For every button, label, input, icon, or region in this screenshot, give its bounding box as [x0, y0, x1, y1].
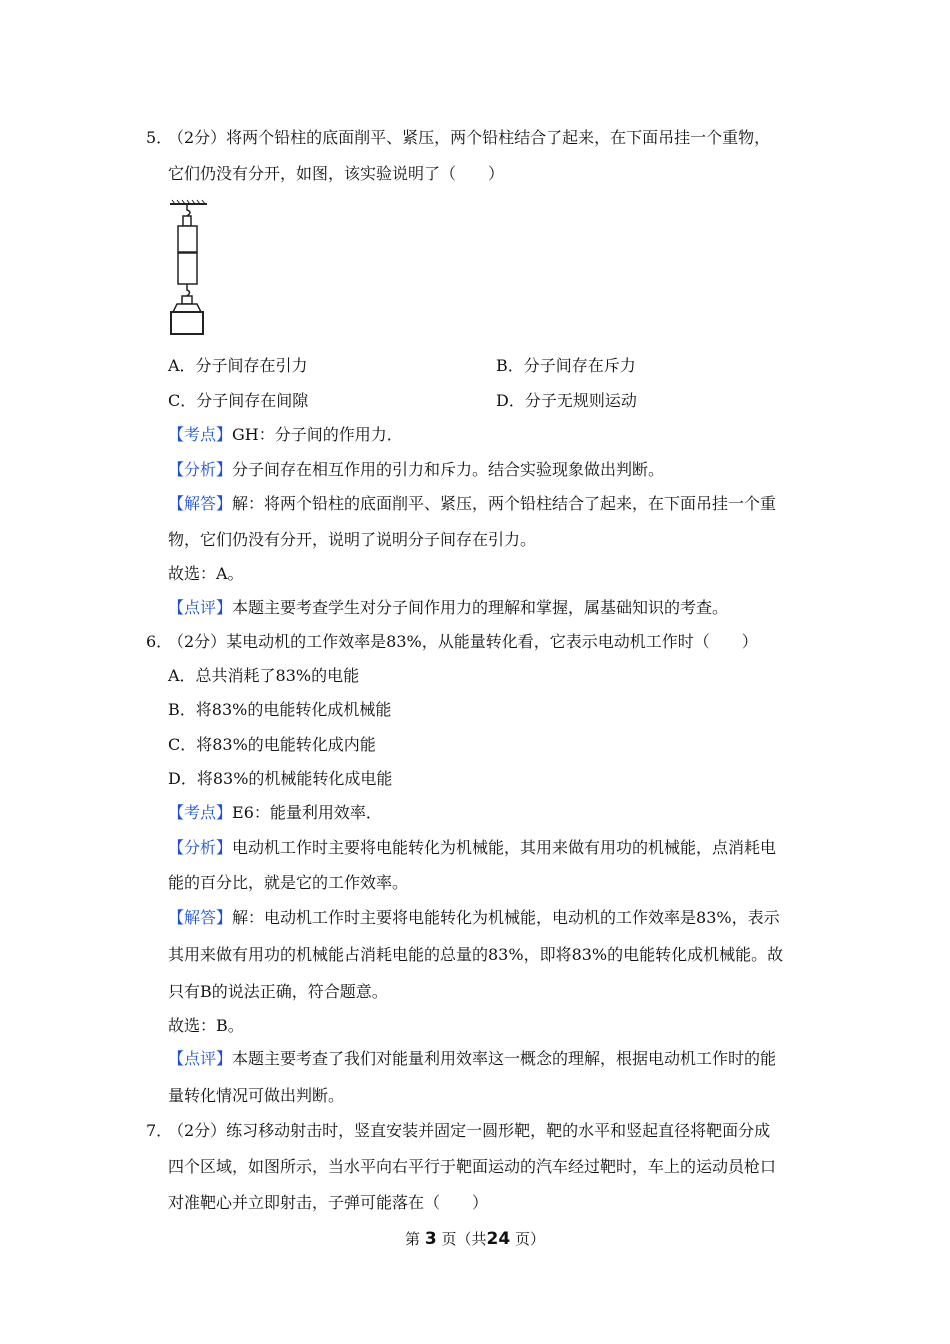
dianping-text: 本题主要考查学生对分子间作用力的理解和掌握，属基础知识的考查。	[232, 598, 729, 617]
kaodian-tag: 【考点】	[168, 803, 233, 822]
fenxi-tag: 【分析】	[168, 460, 233, 479]
q5-dianping	[168, 598, 728, 618]
q6-option-a: A．总共消耗了83%的电能	[168, 666, 360, 685]
hanging-weight	[171, 312, 203, 334]
q5-option-c: C．分子间存在间隙	[168, 391, 309, 410]
dianping-tag: 【点评】	[168, 598, 233, 617]
dianping-text: 本题主要考查了我们对能量利用效率这一概念的理解，根据电动机工作时的能	[232, 1049, 777, 1068]
footer-mid: 页（共	[441, 1230, 487, 1248]
weight-shoulder	[173, 304, 201, 312]
jieda-text: 解：电动机工作时主要将电能转化为机械能，电动机的工作效率是83%，表示	[232, 908, 780, 927]
q6-fenxi	[168, 838, 776, 858]
footer-post: 页）	[514, 1230, 545, 1248]
q5-jieda-line2: 物，它们仍没有分开，说明了说明分子间存在引力。	[168, 530, 537, 549]
q5-kaodian	[168, 425, 403, 445]
bottom-hook	[187, 284, 190, 296]
ceiling-support	[170, 200, 207, 204]
q5-stem-line1: （2分）将两个铅柱的底面削平、紧压，两个铅柱结合了起来，在下面吊挂一个重物，	[168, 128, 771, 147]
q6-jieda-line2: 其用来做有用功的机械能占消耗电能的总量的83%，即将83%的电能转化成机械能。故	[168, 945, 784, 964]
kaodian-tag: 【考点】	[168, 425, 233, 444]
q5-number: 5．	[146, 128, 173, 147]
q6-answer: 故选：B。	[168, 1016, 244, 1035]
fenxi-text: 分子间存在相互作用的引力和斥力。结合实验现象做出判断。	[232, 460, 665, 479]
weight-knob	[182, 296, 192, 304]
q6-option-d: D．将83%的机械能转化成电能	[168, 769, 393, 788]
q5-stem-line2: 它们仍没有分开，如图，该实验说明了（ ）	[168, 164, 505, 183]
lower-lead-cylinder	[178, 253, 197, 284]
q5-jieda	[168, 494, 776, 514]
q5-fenxi	[168, 460, 664, 480]
q7-stem-line3: 对准靶心并立即射击，子弹可能落在（ ）	[168, 1193, 489, 1212]
fenxi-text: 电动机工作时主要将电能转化为机械能，其用来做有用功的机械能，点消耗电	[232, 838, 777, 857]
q6-jieda-line3: 只有B的说法正确，符合题意。	[168, 982, 388, 1001]
q5-option-b: B．分子间存在斥力	[496, 356, 636, 375]
q5-option-d: D．分子无规则运动	[496, 391, 637, 410]
q7-stem-line1: （2分）练习移动射击时，竖直安装并固定一圆形靶，靶的水平和竖起直径将靶面分成	[168, 1121, 771, 1140]
q6-dianping	[168, 1049, 776, 1069]
upper-lead-cylinder	[178, 226, 197, 252]
jieda-tag: 【解答】	[168, 908, 233, 927]
q6-fenxi-line2: 能的百分比，就是它的工作效率。	[168, 873, 409, 892]
q6-stem: （2分）某电动机的工作效率是83%，从能量转化看，它表示电动机工作时（ ）	[168, 632, 758, 651]
jieda-text: 解：将两个铅柱的底面削平、紧压，两个铅柱结合了起来，在下面吊挂一个重	[232, 494, 777, 513]
q5-answer: 故选：A。	[168, 564, 244, 583]
lead-cylinders-figure	[165, 198, 215, 338]
q6-option-c: C．将83%的电能转化成内能	[168, 735, 376, 754]
total-pages: 24	[486, 1229, 511, 1249]
q6-jieda	[168, 908, 780, 928]
top-hook	[187, 204, 190, 216]
dianping-tag: 【点评】	[168, 1049, 233, 1068]
q5-option-a: A．分子间存在引力	[168, 356, 308, 375]
top-neck	[183, 216, 191, 226]
page-footer	[0, 1229, 950, 1249]
page-number: 3	[424, 1229, 437, 1249]
footer-pre: 第	[405, 1230, 421, 1248]
q7-number: 7．	[146, 1121, 173, 1140]
fenxi-tag: 【分析】	[168, 838, 233, 857]
jieda-tag: 【解答】	[168, 494, 233, 513]
q6-number: 6．	[146, 632, 173, 651]
q7-stem-line2: 四个区域，如图所示，当水平向右平行于靶面运动的汽车经过靶时，车上的运动员枪口	[168, 1157, 777, 1176]
q6-dianping-line2: 量转化情况可做出判断。	[168, 1086, 345, 1105]
q6-option-b: B．将83%的电能转化成机械能	[168, 700, 392, 719]
q6-kaodian	[168, 803, 382, 823]
kaodian-text: E6：能量利用效率．	[232, 803, 382, 822]
kaodian-text: GH：分子间的作用力．	[232, 425, 403, 444]
